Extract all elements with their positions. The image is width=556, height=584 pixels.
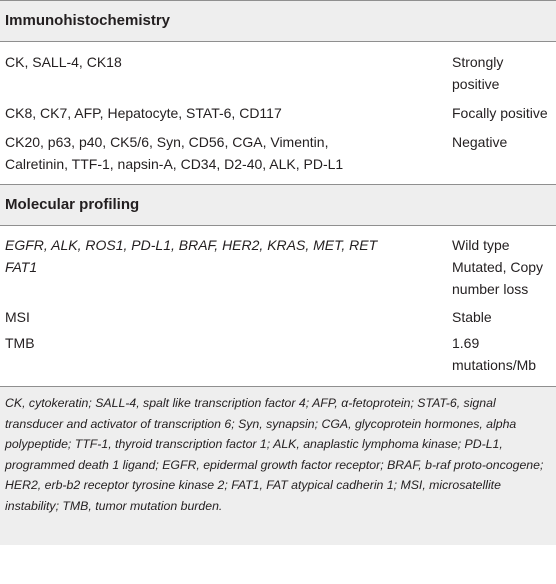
table-row (0, 256, 556, 300)
table-row (0, 226, 556, 256)
gene-cell: TMB (5, 335, 35, 351)
gene-cell: EGFR, ALK, ROS1, PD-L1, BRAF, HER2, KRAS, MET, RET (5, 237, 378, 253)
marker-cell: CK20, p63, p40, CK5/6, Syn, CD56, CGA, Vimentin, Calretinin, TTF-1, napsin-A, CD34, D2-40, ALK, PD-L1 (5, 134, 344, 172)
result-cell: Mutated, Copy number loss (452, 259, 544, 297)
result-cell: Strongly positive (452, 54, 504, 92)
table-footnote: CK, cytokeratin; SALL-4, spalt like transcription factor 4; AFP, α-fetoprotein; STAT-6, signal transducer and activator of transcription 6; Syn, synapsin; CGA, glycoprotein hormones, alpha polypeptide; TTF-1, thyroid transcription factor 1; ALK, anaplastic lymphoma kinase; PD-L1, programmed death 1 ligand; EGFR, epidermal growth factor receptor; BRAF, b-raf proto-oncogene; HER2, erb-b2 receptor tyrosine kinase 2; FAT1, FAT atypical cadherin 1; MSI, microsatellite instability; TMB, tumor mutation burden. (0, 387, 556, 545)
marker-cell: CK8, CK7, AFP, Hepatocyte, STAT-6, CD117 (5, 105, 282, 121)
table-row (0, 300, 556, 328)
gene-cell: MSI (5, 309, 30, 325)
gene-cell: FAT1 (5, 259, 38, 275)
result-cell: Focally positive (452, 105, 548, 121)
result-cell: Stable (452, 309, 492, 325)
section-title-molecular-profiling: Molecular profiling (0, 185, 556, 225)
table-row (0, 124, 556, 184)
marker-cell: CK, SALL-4, CK18 (5, 54, 122, 70)
result-cell: 1.69 mutations/Mb (452, 335, 537, 373)
section-title-immunohistochemistry: Immunohistochemistry (0, 1, 556, 41)
table-row (0, 328, 556, 386)
table-row (0, 42, 556, 95)
table-row (0, 95, 556, 124)
result-cell: Negative (452, 134, 508, 150)
result-cell: Wild type (452, 237, 510, 253)
